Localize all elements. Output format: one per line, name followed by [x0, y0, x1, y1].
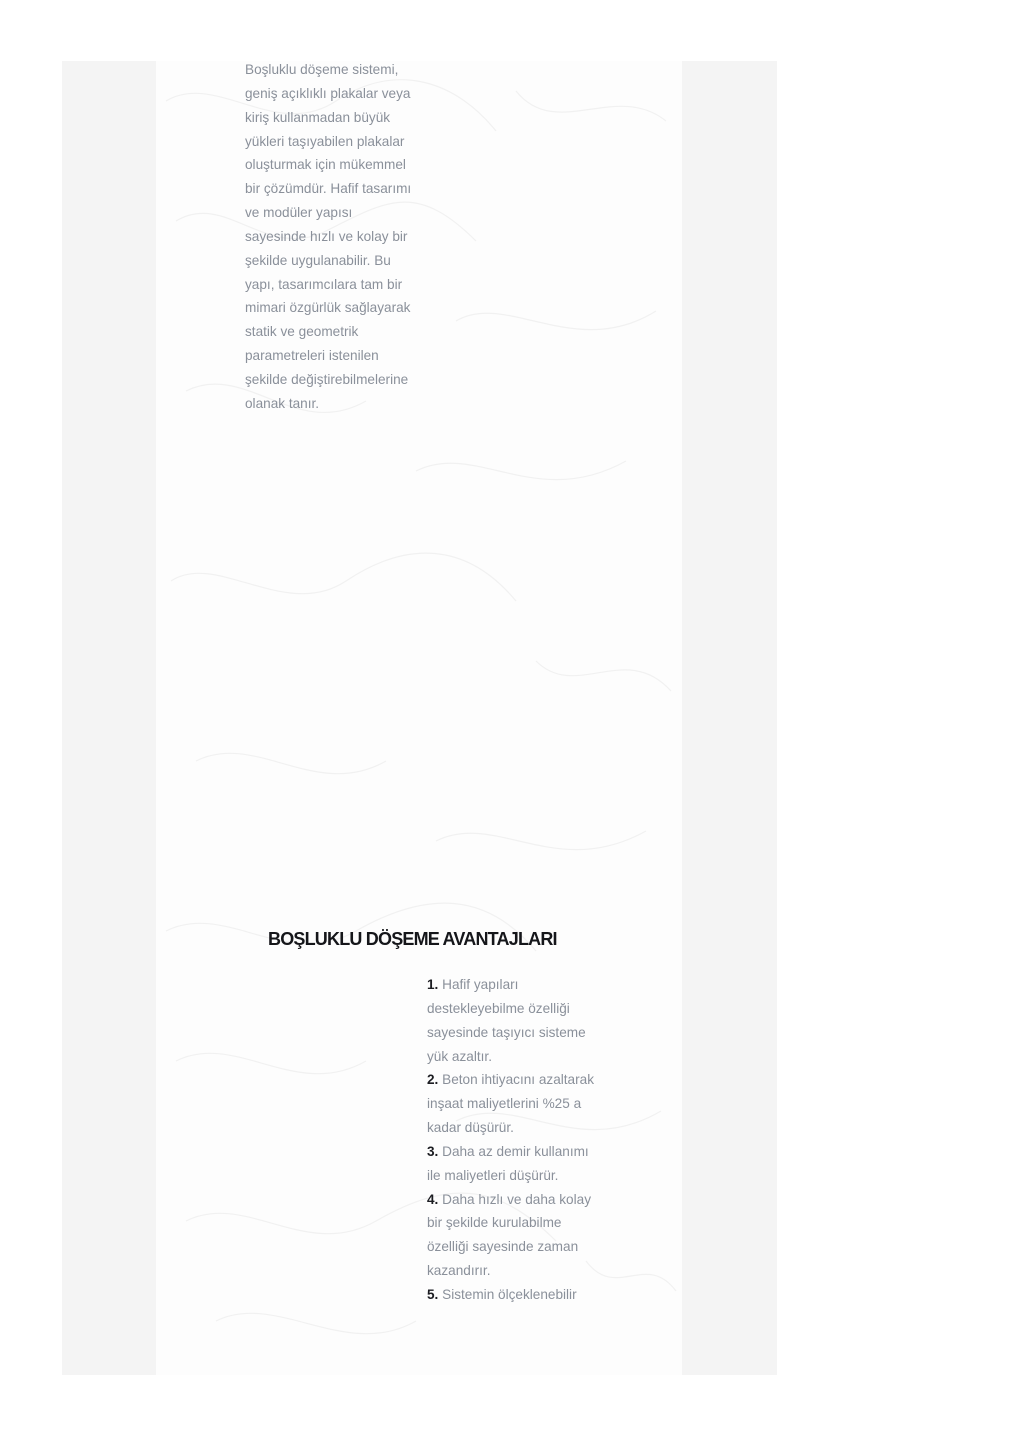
- intro-paragraph: Boşluklu döşeme sistemi, geniş açıklıklı plakalar veya kiriş kullanmadan büyük yükleri taşıyabilen plakalar oluşturmak için mükemmel bir çözümdür. Hafif tasarımı ve modüler yapısı sayesinde hızlı ve kolay bir şekilde uygulanabilir. Bu yapı, tasarımcılara tam bir mimari özgürlük sağlayarak statik ve geometrik parametreleri istenilen şekilde değiştirebilmelerine olanak tanır.: [245, 62, 412, 411]
- list-item-text: Daha az demir kullanımı ile maliyetleri düşürür.: [427, 1143, 589, 1183]
- advantages-list: [427, 973, 597, 1307]
- list-item-number: 1.: [427, 977, 439, 992]
- list-item-text: Sistemin ölçeklenebilir: [442, 1286, 577, 1302]
- list-item-text: Hafif yapıları destekleyebilme özelliği sayesinde taşıyıcı sisteme yük azaltır.: [427, 977, 586, 1064]
- background-texture: [156, 61, 682, 1375]
- list-item: [427, 1068, 597, 1140]
- list-item-text: Beton ihtiyacını azaltarak inşaat maliyetlerini %25 a kadar düşürür.: [427, 1072, 595, 1136]
- list-item: [427, 1140, 597, 1188]
- list-item-number: 4.: [427, 1191, 439, 1207]
- list-item-number: 3.: [427, 1143, 439, 1159]
- list-item: [427, 973, 597, 1068]
- list-item: [427, 1283, 597, 1307]
- content-panel: [156, 61, 682, 1375]
- list-item-number: 5.: [427, 1286, 439, 1302]
- advantages-title: BOŞLUKLU DÖŞEME AVANTAJLARI: [268, 929, 557, 949]
- list-item: [427, 1188, 597, 1283]
- list-item-number: 2.: [427, 1072, 439, 1088]
- list-item-text: Daha hızlı ve daha kolay bir şekilde kurulabilme özelliği sayesinde zaman kazandırır.: [427, 1191, 591, 1279]
